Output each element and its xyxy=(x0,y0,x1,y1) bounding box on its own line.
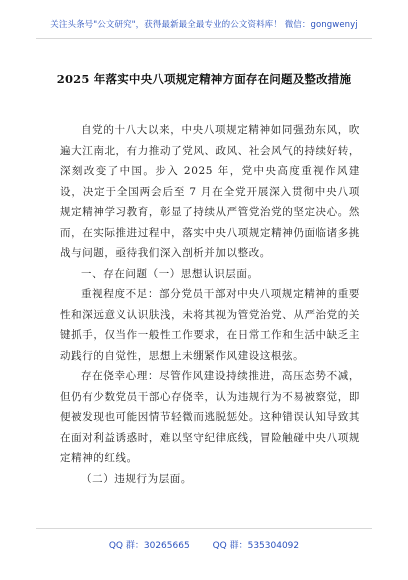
footer-divider xyxy=(36,528,372,529)
paragraph-fluke-mentality: 存在侥幸心理：尽管作风建设持续推进，高压态势不减，但仍有少数党员干部心存侥幸，认为违规行为不易被察觉，即便被发现也可能因情节轻微而逃脱惩处。这种错误认知导致其在面对利益诱惑时，难以坚守纪律底线，冒险触碰中央八项规定精神的红线。 xyxy=(60,370,360,464)
footer-qq-group-1[interactable]: QQ 群：30265665 xyxy=(108,541,190,551)
document-body xyxy=(60,120,360,489)
paragraph-insufficient-attention: 重视程度不足：部分党员干部对中央八项规定精神的重要性和深远意义认识肤浅，未将其视为管党治党、从严治党的关键抓手，仅当作一般性工作要求，在日常工作和生活中缺乏主动践行的自觉性，思想上未绷紧作风建设这根弦。 xyxy=(60,288,360,362)
footer xyxy=(0,538,408,551)
document-title: 2025 年落实中央八项规定精神方面存在问题及整改措施 xyxy=(56,72,352,86)
header-notice-link[interactable]: 关注头条号"公文研究"，获得最新最全最专业的公文资料库！ 微信：gongwenyj xyxy=(50,20,358,30)
header-divider xyxy=(36,38,372,39)
footer-qq-group-2[interactable]: QQ 群：535304092 xyxy=(212,541,300,551)
paragraph-intro: 自党的十八大以来，中央八项规定精神如同强劲东风，吹遍大江南北，有力推动了党风、政风、社会风气的持续好转，深刻改变了中国。步入 2025 年，党中央高度重视作风建设，决定于全国两会后至 7 月在全党开展深入贯彻中央八项规定精神学习教育，彰显了持续从严管党治党的坚定决心。然而，在实际推进过程中，落实中央八项规定精神仍面临诸多挑战与问题，亟待我们深入剖析并加以整改。 xyxy=(60,124,360,259)
section-heading-violations: （二）违规行为层面。 xyxy=(81,472,192,485)
section-heading-problems: 一、存在问题（一）思想认识层面。 xyxy=(81,267,259,280)
